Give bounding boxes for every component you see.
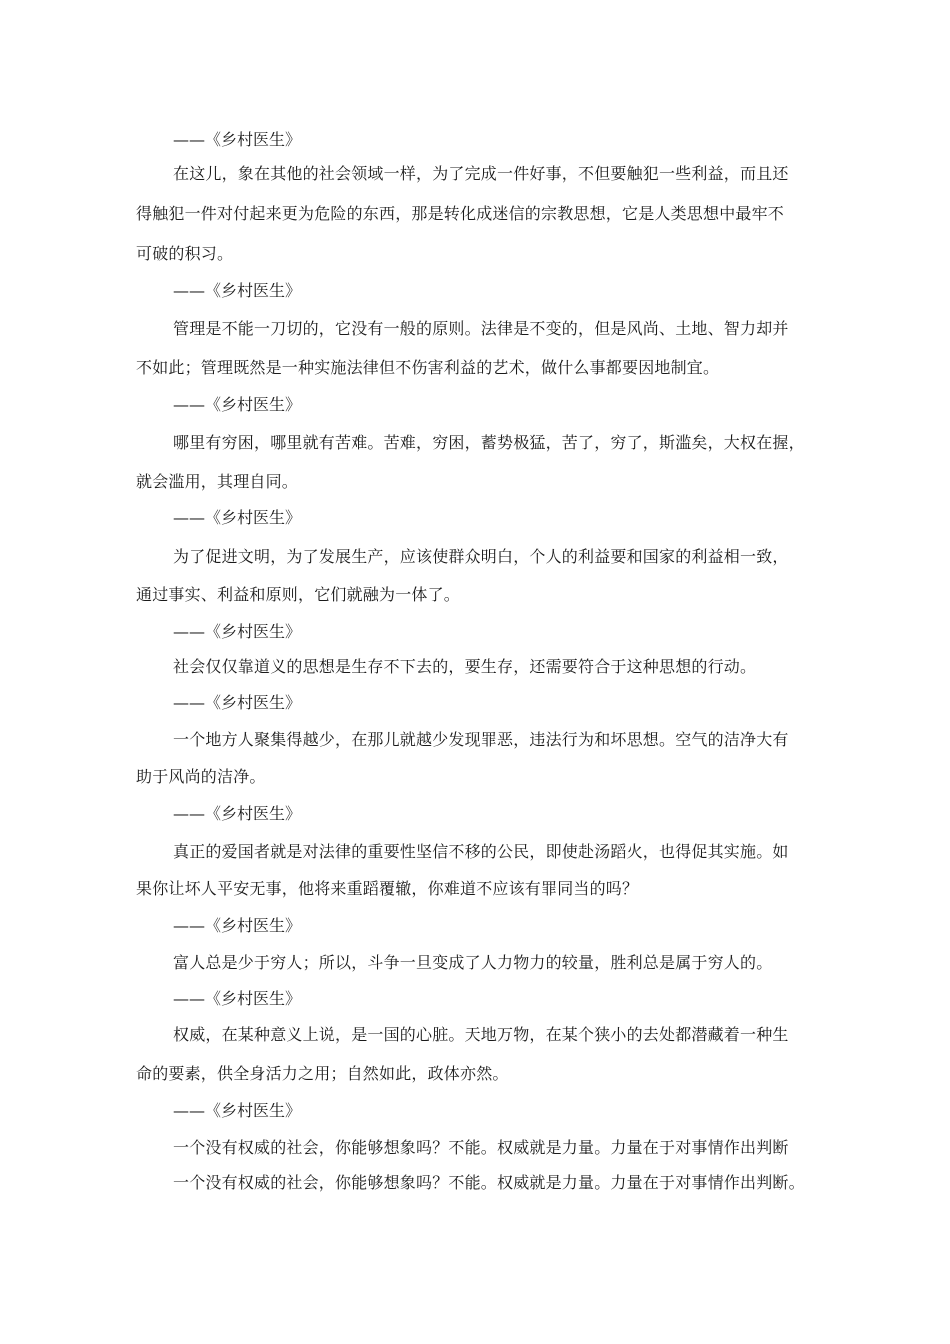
paragraph-line: 一个没有权威的社会，你能够想象吗？不能。权威就是力量。力量在于对事情作出判断。 <box>173 1173 805 1192</box>
paragraph-line: 命的要素，供全身活力之用；自然如此，政体亦然。 <box>136 1064 509 1083</box>
attribution: ——《乡村医生》 <box>173 395 302 414</box>
paragraph-line: 在这儿，象在其他的社会领域一样，为了完成一件好事，不但要触犯一些利益，而且还 <box>173 164 789 183</box>
attribution: ——《乡村医生》 <box>173 508 302 527</box>
paragraph-line: 富人总是少于穷人；所以，斗争一旦变成了人力物力的较量，胜利总是属于穷人的。 <box>173 953 773 972</box>
attribution: ——《乡村医生》 <box>173 622 302 641</box>
paragraph-line: 权威，在某种意义上说，是一国的心脏。天地万物，在某个狭小的去处都潜藏着一种生 <box>173 1025 789 1044</box>
paragraph-line: 助于风尚的洁净。 <box>136 767 266 786</box>
paragraph-line: 社会仅仅靠道义的思想是生存不下去的，要生存，还需要符合于这种思想的行动。 <box>173 657 757 676</box>
attribution: ——《乡村医生》 <box>173 804 302 823</box>
paragraph-line: 管理是不能一刀切的，它没有一般的原则。法律是不变的，但是风尚、土地、智力却并 <box>173 319 789 338</box>
paragraph-line: 就会滥用，其理自同。 <box>136 472 299 491</box>
paragraph-line: 可破的积习。 <box>136 244 234 263</box>
paragraph-line: 果你让坏人平安无事，他将来重蹈覆辙，你难道不应该有罪同当的吗？ <box>136 879 639 898</box>
paragraph-line: 哪里有穷困，哪里就有苦难。苦难，穷困，蓄势极猛，苦了，穷了，斯滥矣，大权在握， <box>173 433 805 452</box>
attribution: ——《乡村医生》 <box>173 130 302 149</box>
paragraph-line: 一个没有权威的社会，你能够想象吗？不能。权威就是力量。力量在于对事情作出判断 <box>173 1138 789 1157</box>
attribution: ——《乡村医生》 <box>173 1101 302 1120</box>
paragraph-line: 得触犯一件对付起来更为危险的东西，那是转化成迷信的宗教思想，它是人类思想中最牢不 <box>136 204 785 223</box>
paragraph-line: 通过事实、利益和原则，它们就融为一体了。 <box>136 585 461 604</box>
attribution: ——《乡村医生》 <box>173 281 302 300</box>
attribution: ——《乡村医生》 <box>173 693 302 712</box>
paragraph-line: 一个地方人聚集得越少，在那儿就越少发现罪恶，违法行为和坏思想。空气的洁净大有 <box>173 730 789 749</box>
paragraph-line: 为了促进文明，为了发展生产，应该使群众明白，个人的利益要和国家的利益相一致， <box>173 547 789 566</box>
attribution: ——《乡村医生》 <box>173 989 302 1008</box>
paragraph-line: 真正的爱国者就是对法律的重要性坚信不移的公民，即使赴汤蹈火，也得促其实施。如 <box>173 842 789 861</box>
paragraph-line: 不如此；管理既然是一种实施法律但不伤害利益的艺术，做什么事都要因地制宜。 <box>136 358 720 377</box>
attribution: ——《乡村医生》 <box>173 916 302 935</box>
